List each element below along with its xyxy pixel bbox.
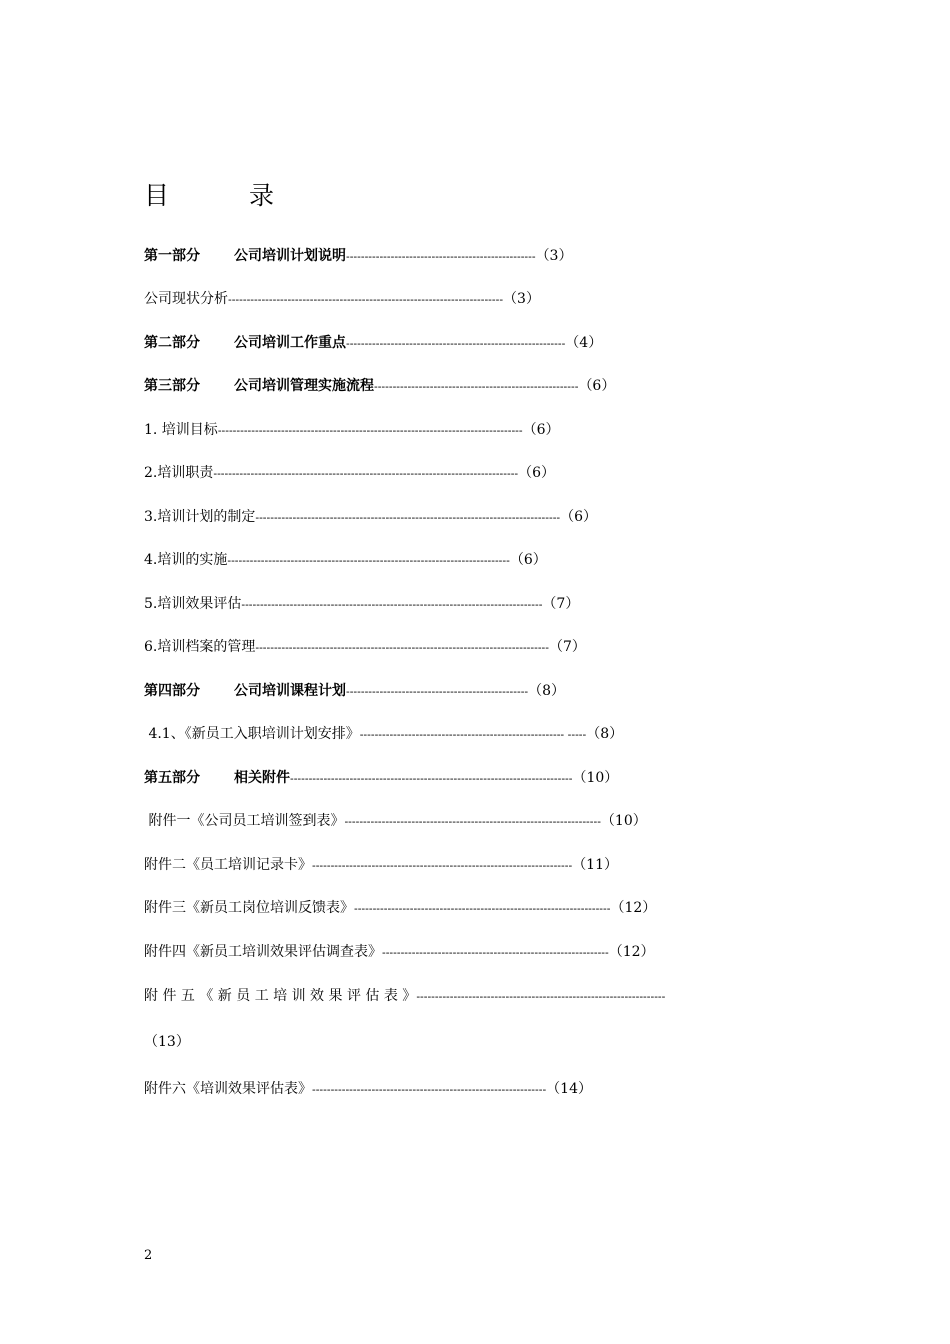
toc-page-ref: （12） bbox=[608, 944, 655, 960]
toc-page-ref: （7） bbox=[549, 639, 586, 655]
toc-entry-title: 公司培训课程计划 bbox=[234, 683, 346, 699]
toc-entry-title: 附件四《新员工培训效果评估调查表》 bbox=[144, 944, 382, 960]
toc-page-ref: （3） bbox=[503, 291, 540, 307]
toc-entry bbox=[144, 507, 597, 528]
toc-entry bbox=[144, 420, 560, 441]
toc-page-ref: （6） bbox=[509, 552, 547, 568]
toc-part-label: 第四部分 bbox=[144, 683, 200, 699]
toc-page-ref: （14） bbox=[546, 1081, 592, 1097]
toc-entry-title: 公司培训管理实施流程 bbox=[234, 378, 374, 394]
toc-leader-dots: ------------------------------------------------------------------- bbox=[416, 990, 666, 1003]
toc-leader-dots: ---------------------------------------------------------------------------------- bbox=[217, 424, 523, 437]
toc-page-ref: （3） bbox=[535, 248, 573, 264]
toc-page-ref: （13） bbox=[144, 1034, 190, 1050]
toc-leader-dots: ---------------------------------------------------------------------------------- bbox=[255, 511, 561, 524]
toc-leader-dots: --------------------------------------------------------------------- bbox=[354, 902, 611, 915]
toc-page-ref: （6） bbox=[578, 378, 616, 394]
toc-entry-title: 3.培训计划的制定 bbox=[144, 509, 256, 525]
toc-entry-title: 公司培训工作重点 bbox=[234, 335, 346, 351]
toc-entry bbox=[144, 942, 655, 963]
toc-entry-title: 4.培训的实施 bbox=[144, 552, 228, 568]
toc-page-ref: （8） bbox=[528, 683, 566, 699]
toc-leader-dots: ---------------------------------------------------------------------------- bbox=[227, 554, 510, 567]
toc-title: 目 录 bbox=[144, 181, 310, 210]
toc-leader-dots: ------------------------------------------------------------- bbox=[382, 946, 609, 959]
toc-leader-dots: ------------------------------------------------------- ----- bbox=[359, 728, 587, 741]
toc-page-ref: （6） bbox=[522, 422, 560, 438]
toc-leader-dots: ---------------------------------------------------------------------------- bbox=[290, 772, 573, 785]
toc-part-label: 第二部分 bbox=[144, 335, 200, 351]
toc-entry bbox=[144, 333, 602, 354]
toc-leader-dots: --------------------------------------------------------------------------------- bbox=[241, 598, 543, 611]
toc-entry bbox=[144, 898, 656, 919]
toc-entry-title: 附件一《公司员工培训签到表》 bbox=[144, 813, 345, 829]
toc-entry-title: 1. 培训目标 bbox=[144, 422, 218, 438]
toc-entry bbox=[144, 855, 618, 876]
toc-leader-dots: ----------------------------------------------------------- bbox=[346, 337, 566, 350]
toc-entry bbox=[144, 550, 547, 571]
toc-part-label: 第三部分 bbox=[144, 378, 200, 394]
toc-entry bbox=[144, 681, 565, 702]
toc-entry bbox=[144, 246, 572, 267]
toc-part-label: 第一部分 bbox=[144, 248, 200, 264]
toc-entry bbox=[144, 463, 555, 484]
toc-entry bbox=[144, 724, 623, 745]
toc-leader-dots: ------------------------------------------------- bbox=[346, 685, 529, 698]
toc-page-ref: （4） bbox=[565, 335, 603, 351]
toc-leader-dots: ------------------------------------------------------- bbox=[374, 380, 579, 393]
toc-entry-title: 相关附件 bbox=[234, 770, 290, 786]
toc-page-ref: （10） bbox=[572, 770, 619, 786]
toc-page-ref: （12） bbox=[610, 900, 657, 916]
toc-page-ref: （8） bbox=[586, 726, 624, 742]
toc-leader-dots: --------------------------------------------------------------- bbox=[312, 1083, 547, 1096]
toc-entry-title: 4.1、《新员工入职培训计划安排》 bbox=[144, 726, 360, 742]
toc-entry bbox=[144, 376, 615, 397]
toc-leader-dots: ---------------------------------------------------------------------------------- bbox=[213, 467, 519, 480]
toc-entry bbox=[144, 1079, 592, 1100]
toc-page-ref: （11） bbox=[572, 857, 619, 873]
toc-leader-dots: -------------------------------------------------------------------------- bbox=[228, 293, 504, 306]
toc-entry bbox=[144, 637, 586, 658]
toc-entry-title: 附 件 五 《 新 员 工 培 训 效 果 评 估 表 》 bbox=[144, 988, 417, 1004]
toc-entry bbox=[144, 289, 540, 310]
toc-page-ref: （7） bbox=[542, 596, 580, 612]
toc-leader-dots: --------------------------------------------------- bbox=[346, 250, 536, 263]
toc-entry bbox=[144, 594, 579, 615]
toc-leader-dots: --------------------------------------------------------------------- bbox=[344, 815, 601, 828]
toc-entry bbox=[144, 986, 666, 1050]
toc-entry-title: 附件六《培训效果评估表》 bbox=[144, 1081, 312, 1097]
toc-entry bbox=[144, 768, 618, 789]
toc-entry-title: 2.培训职责 bbox=[144, 465, 214, 481]
toc-entry-title: 公司培训计划说明 bbox=[234, 248, 346, 264]
page-number: 2 bbox=[144, 1248, 153, 1263]
toc-leader-dots: ------------------------------------------------------------------------------- bbox=[255, 641, 549, 654]
toc-page-ref: （10） bbox=[600, 813, 647, 829]
toc-page-ref: （6） bbox=[560, 509, 598, 525]
toc-part-label: 第五部分 bbox=[144, 770, 200, 786]
toc-entry-title: 5.培训效果评估 bbox=[144, 596, 242, 612]
toc-entry-title: 公司现状分析 bbox=[144, 291, 228, 307]
toc-entry-title: 附件三《新员工岗位培训反馈表》 bbox=[144, 900, 354, 916]
toc-entry bbox=[144, 811, 647, 832]
toc-entry-title: 6.培训档案的管理 bbox=[144, 639, 256, 655]
toc-page-ref: （6） bbox=[518, 465, 556, 481]
toc-entry-title: 附件二《员工培训记录卡》 bbox=[144, 857, 312, 873]
toc-leader-dots: ---------------------------------------------------------------------- bbox=[312, 859, 573, 872]
